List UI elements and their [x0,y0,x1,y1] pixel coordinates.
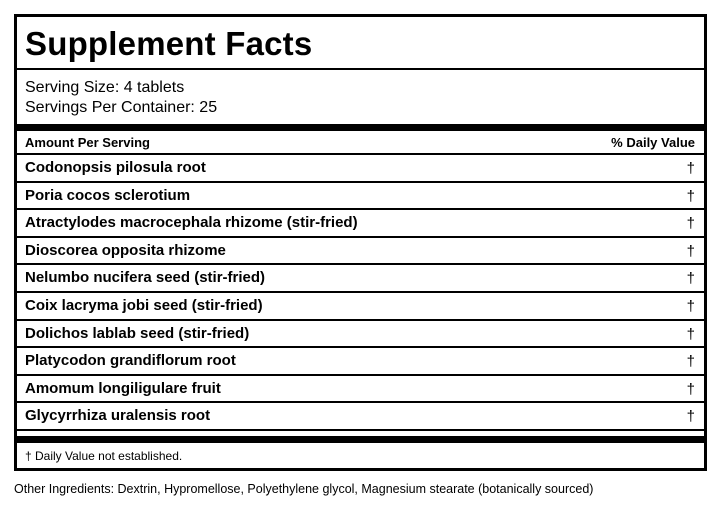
thick-divider-top [17,124,704,131]
ingredient-dv: † [686,270,695,288]
table-row [17,321,704,349]
servings-per-container: Servings Per Container: 25 [25,99,218,116]
ingredient-name: Nelumbo nucifera seed (stir-fried) [25,269,266,287]
ingredient-name: Atractylodes macrocephala rhizome (stir-fried) [25,214,358,232]
ingredient-name: Platycodon grandiflorum root [25,352,236,370]
table-row [17,403,704,431]
ingredient-dv: † [686,408,695,426]
ingredient-dv: † [686,242,695,260]
table-row [17,210,704,238]
panel-title: Supplement Facts [17,17,704,70]
ingredient-dv: † [686,187,695,205]
table-header [17,131,704,155]
table-row [17,238,704,266]
thick-divider-bottom [17,436,704,443]
ingredient-list [17,155,704,431]
table-row [17,348,704,376]
table-row [17,183,704,211]
supplement-facts-panel [14,14,707,471]
ingredient-name: Codonopsis pilosula root [25,159,206,176]
other-ingredients: Other Ingredients: Dextrin, Hypromellose, Polyethylene glycol, Magnesium stearate (botanically sourced) [14,482,594,496]
serving-size: Serving Size: 4 tablets [25,79,185,96]
ingredient-dv: † [686,353,695,371]
table-row [17,293,704,321]
ingredient-name: Glycyrrhiza uralensis root [25,407,211,425]
daily-value-footnote: † Daily Value not established. [25,449,183,463]
ingredient-name: Poria cocos sclerotium [25,186,191,204]
table-row [17,376,704,404]
ingredient-dv: † [686,160,695,177]
ingredient-dv: † [686,325,695,343]
ingredient-name: Coix lacryma jobi seed (stir-fried) [25,296,263,314]
daily-value-label: % Daily Value [611,135,695,150]
ingredient-dv: † [686,297,695,315]
serving-info [17,72,704,124]
table-row [17,265,704,293]
ingredient-dv: † [686,215,695,233]
ingredient-name: Dolichos lablab seed (stir-fried) [25,324,250,342]
table-row [17,155,704,183]
amount-per-serving-label: Amount Per Serving [25,135,150,150]
ingredient-dv: † [686,380,695,398]
ingredient-name: Amomum longiligulare fruit [25,379,221,397]
ingredient-name: Dioscorea opposita rhizome [25,241,226,259]
